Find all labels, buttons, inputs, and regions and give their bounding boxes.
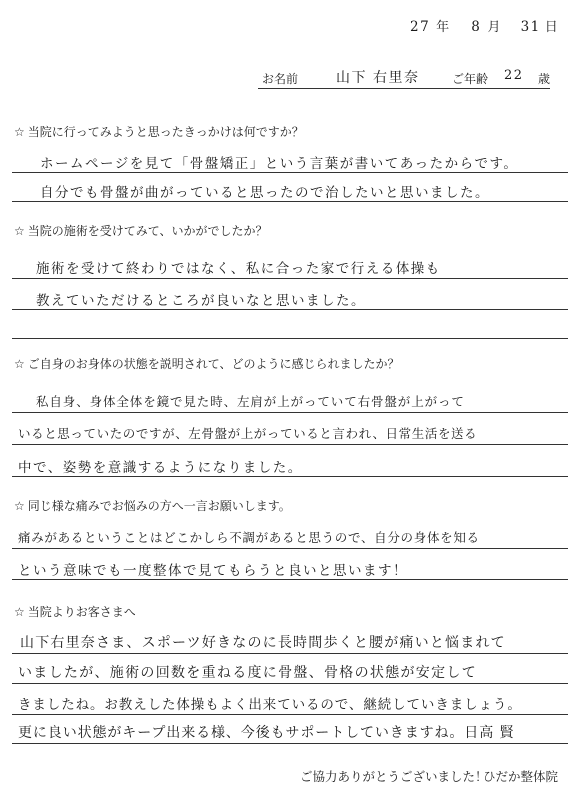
age-unit: 歳 <box>538 72 551 86</box>
answer-rule <box>12 653 568 654</box>
answer-rule <box>12 548 568 549</box>
date-day-label: 日 <box>544 20 558 35</box>
answer-5-line-3: きましたね。お教えした体操もよく出来ているので、継続していきましょう。 <box>18 697 522 713</box>
answer-rule <box>12 338 568 339</box>
footer-clinic: ひだか整体院 <box>483 769 559 784</box>
star-icon: ☆ <box>14 357 25 371</box>
answer-rule <box>12 412 568 413</box>
star-icon: ☆ <box>14 125 25 139</box>
answer-rule <box>12 309 568 310</box>
question-5-label: 当院よりお客さまへ <box>27 605 136 619</box>
answer-rule <box>12 444 568 445</box>
date-day: 31 <box>520 19 541 35</box>
answer-5-line-2: いましたが、施術の回数を重ねる度に骨盤、骨格の状態が安定して <box>18 665 477 681</box>
answer-rule <box>12 714 568 715</box>
answer-rule <box>12 579 568 580</box>
question-4 <box>14 497 291 514</box>
question-5 <box>14 603 136 620</box>
answer-3-line-1: 私自身、身体全体を鏡で見た時、左肩が上がっていて右骨盤が上がって <box>36 394 465 409</box>
answer-1-line-1: ホームページを見て「骨盤矯正」という言葉が書いてあったからです。 <box>40 156 519 172</box>
name-value: 山下 右里奈 <box>336 70 420 86</box>
footer-thanks: ご協力ありがとうございました！ <box>300 769 488 784</box>
date-month-label: 月 <box>487 20 501 35</box>
answer-3-line-3: 中で、姿勢を意識するようになりました。 <box>18 460 303 476</box>
date-line <box>410 16 558 35</box>
answer-rule <box>12 476 568 477</box>
question-2 <box>14 222 268 239</box>
answer-rule <box>12 683 568 684</box>
date-year-label: 年 <box>436 20 450 35</box>
question-2-label: 当院の施術を受けてみて、いかがでしたか？ <box>27 224 268 238</box>
answer-rule <box>12 278 568 279</box>
question-1 <box>14 123 304 140</box>
answer-4-line-1: 痛みがあるということはどこかしら不調があると思うので、自分の身体を知る <box>18 530 480 545</box>
answer-2-line-2: 教えていただけるところが良いなと思いました。 <box>36 293 366 309</box>
question-4-label: 同じ様な痛みでお悩みの方へ一言お願いします。 <box>27 499 291 513</box>
answer-rule <box>12 172 568 173</box>
date-year: 27 <box>410 19 431 35</box>
name-underline <box>258 88 550 89</box>
answer-5-line-1: 山下右里奈さま、スポーツ好きなのに長時間歩くと腰が痛いと悩まれて <box>20 635 506 651</box>
answer-1-line-2: 自分でも骨盤が曲がっていると思ったので治したいと思いました。 <box>40 185 490 201</box>
answer-rule <box>12 201 568 202</box>
star-icon: ☆ <box>14 224 25 238</box>
question-3-label: ご自身のお身体の状態を説明されて、どのように感じられましたか？ <box>27 357 400 371</box>
answer-4-line-2: という意味でも一度整体で見てもらうと良いと思います！ <box>18 563 408 579</box>
answer-5-line-4: 更に良い状態がキープ出来る様、今後もサポートしていきますね。日高 賢 <box>18 725 515 741</box>
age-value: 22 <box>504 68 524 83</box>
answer-2-line-1: 施術を受けて終わりではなく、私に合った家で行える体操も <box>36 261 441 277</box>
date-month: 8 <box>471 19 482 35</box>
star-icon: ☆ <box>14 499 25 513</box>
age-label: ご年齢 <box>452 72 489 86</box>
question-1-label: 当院に行ってみようと思ったきっかけは何ですか？ <box>27 125 304 139</box>
question-3 <box>14 355 400 372</box>
star-icon: ☆ <box>14 605 25 619</box>
answer-3-line-2: いると思っていたのですが、左骨盤が上がっていると言われ、日常生活を送る <box>18 426 478 441</box>
name-label: お名前 <box>262 72 299 86</box>
answer-rule <box>12 743 568 744</box>
